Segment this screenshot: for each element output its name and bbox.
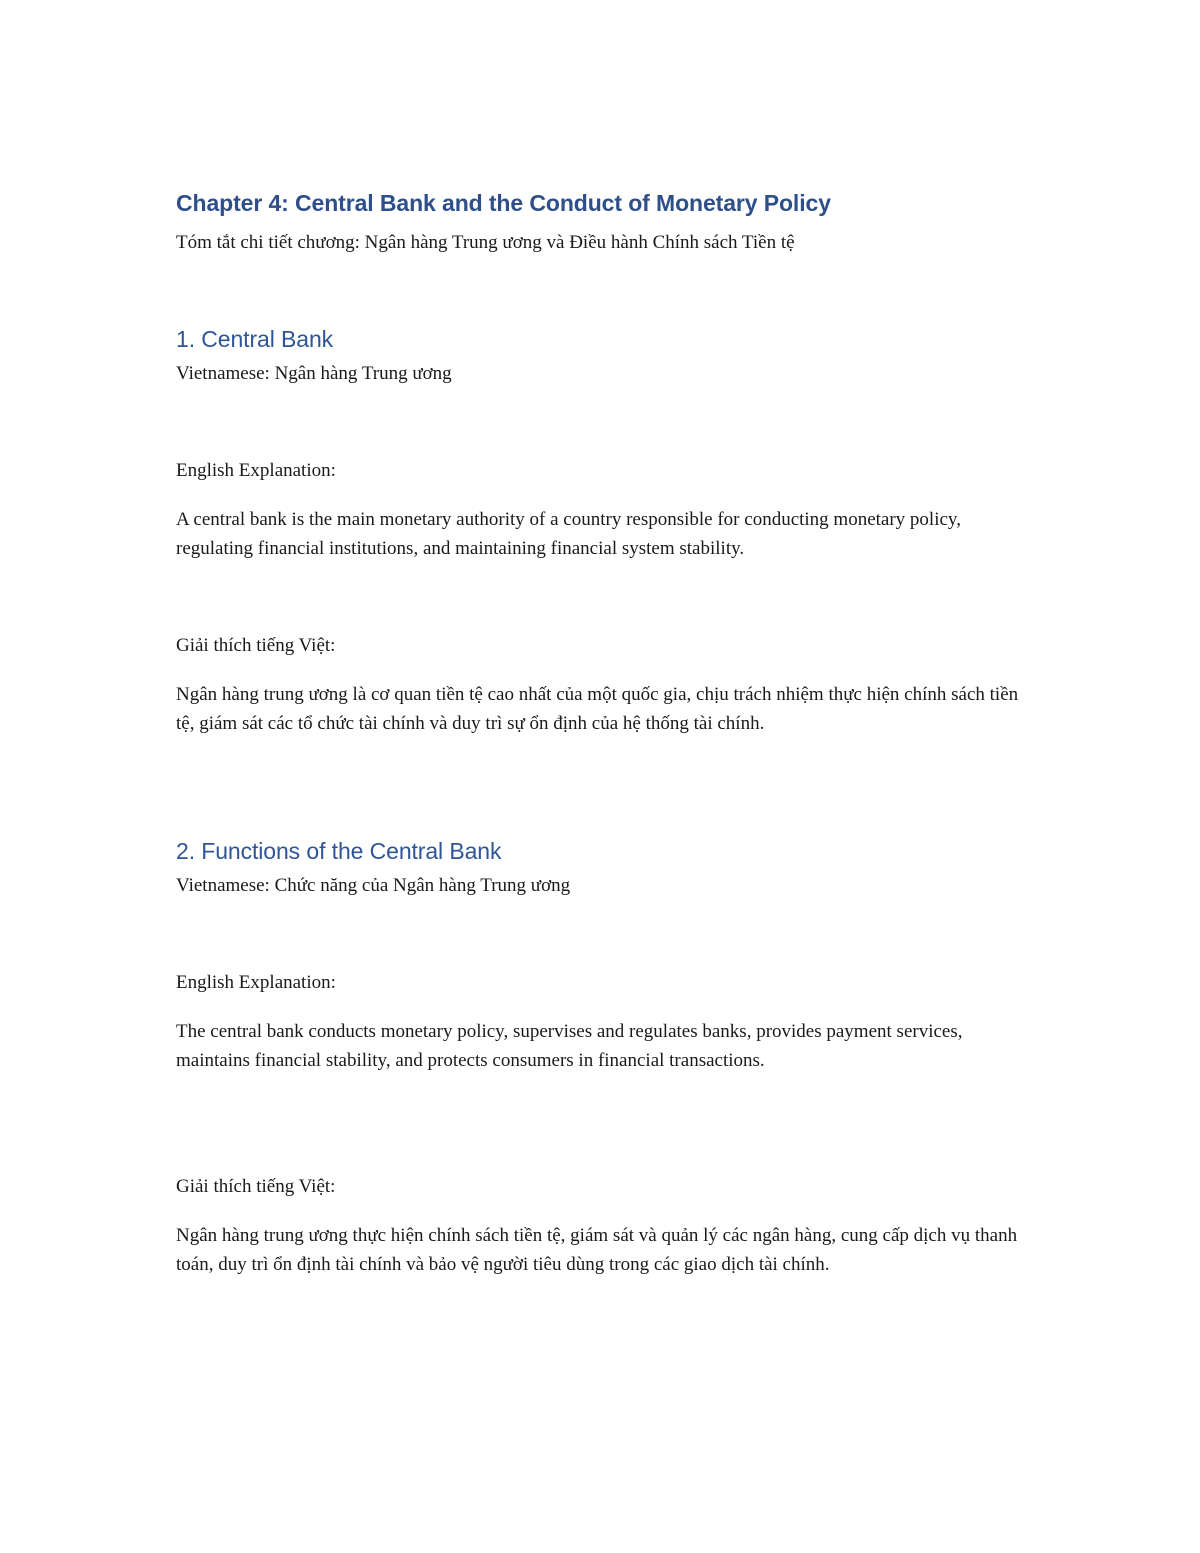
vietnamese-explanation-label: Giải thích tiếng Việt: [176, 1176, 336, 1197]
english-explanation-text: A central bank is the main monetary authority of a country responsible for conducting monetary policy, regulating financial institutions, and maintaining financial system stability. [176, 509, 961, 559]
english-explanation-label: English Explanation: [176, 460, 336, 481]
vietnamese-explanation-text: Ngân hàng trung ương thực hiện chính sách tiền tệ, giám sát và quản lý các ngân hàng, cung cấp dịch vụ thanh toán, duy trì ổn định tài chính và bảo vệ người tiêu dùng trong các giao dịch tài chính. [176, 1225, 1018, 1275]
english-explanation-text: The central bank conducts monetary policy, supervises and regulates banks, provides payment services, maintains financial stability, and protects consumers in financial transactions. [176, 1021, 963, 1071]
section-vietnamese-title: Vietnamese: Chức năng của Ngân hàng Trung ương [176, 875, 571, 896]
section-heading: 1. Central Bank [176, 326, 334, 352]
section-heading: 2. Functions of the Central Bank [176, 838, 502, 864]
english-explanation-label: English Explanation: [176, 972, 336, 993]
vietnamese-explanation-label: Giải thích tiếng Việt: [176, 635, 336, 656]
document-subtitle: Tóm tắt chi tiết chương: Ngân hàng Trung ương và Điều hành Chính sách Tiền tệ [176, 232, 795, 253]
section-vietnamese-title: Vietnamese: Ngân hàng Trung ương [176, 363, 452, 384]
vietnamese-explanation-text: Ngân hàng trung ương là cơ quan tiền tệ cao nhất của một quốc gia, chịu trách nhiệm thực hiện chính sách tiền tệ, giám sát các tổ chức tài chính và duy trì sự ổn định của hệ thống tài chính. [176, 684, 1019, 734]
document-title: Chapter 4: Central Bank and the Conduct of Monetary Policy [176, 190, 831, 216]
